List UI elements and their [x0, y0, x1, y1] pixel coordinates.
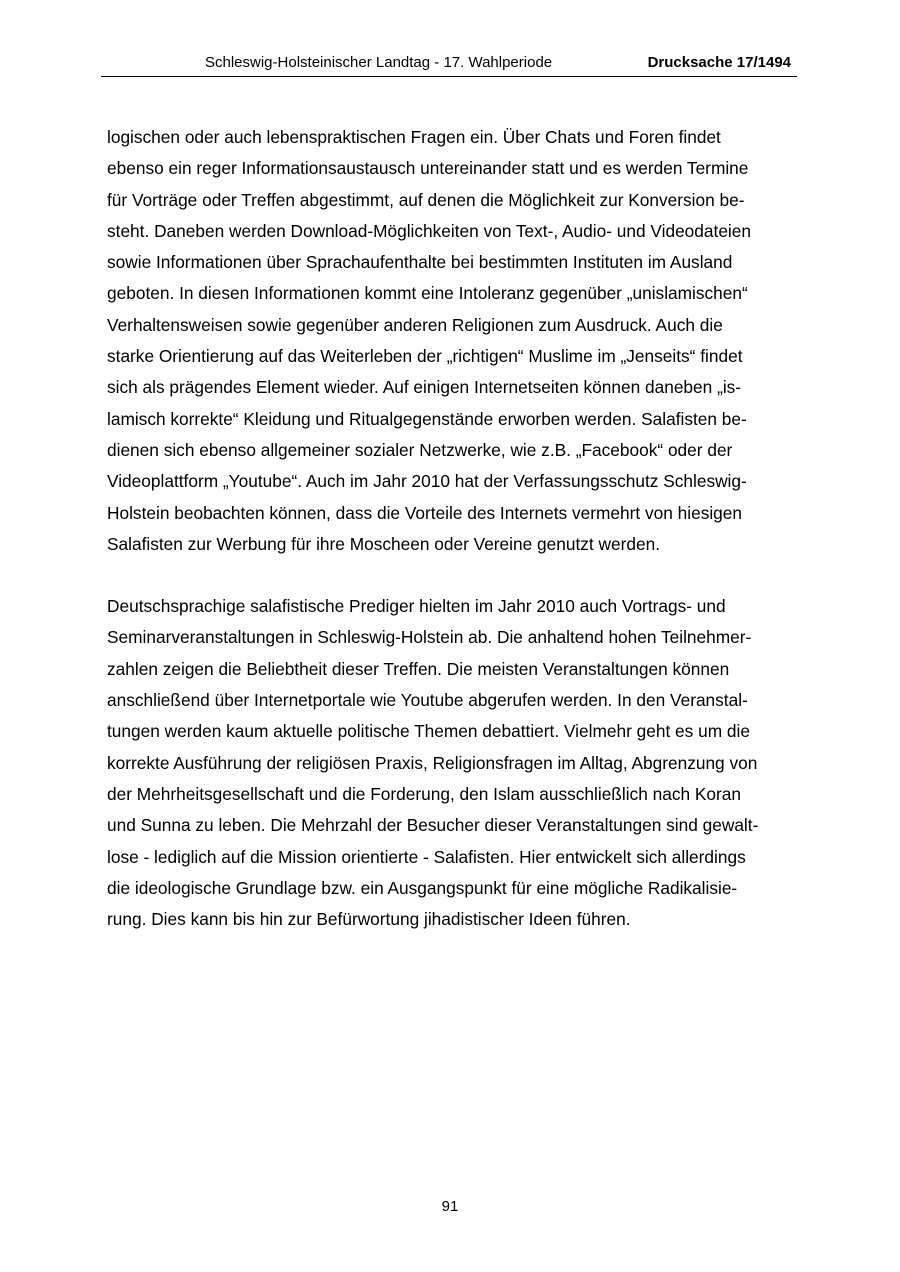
text-line: Seminarveranstaltungen in Schleswig-Holstein ab. Die anhaltend hohen Teilnehmer-: [107, 627, 752, 648]
page-number: 91: [441, 1198, 459, 1215]
text-line: logischen oder auch lebenspraktischen Fragen ein. Über Chats und Foren findet: [107, 127, 721, 147]
text-line: anschließend über Internetportale wie Youtube abgerufen werden. In den Veranstal-: [107, 690, 748, 711]
text-line: Verhaltensweisen sowie gegenüber anderen Religionen zum Ausdruck. Auch die: [107, 314, 723, 335]
text-line: Deutschsprachige salafistische Prediger hielten im Jahr 2010 auch Vortrags- und: [107, 596, 726, 617]
text-line: tungen werden kaum aktuelle politische Themen debattiert. Vielmehr geht es um die: [107, 721, 750, 742]
text-line: Holstein beobachten können, dass die Vorteile des Internets vermehrt von hiesigen: [107, 502, 743, 523]
paragraph: [107, 122, 797, 560]
paragraph: [107, 591, 797, 935]
text-line: und Sunna zu leben. Die Mehrzahl der Besucher dieser Veranstaltungen sind gewalt-: [107, 815, 759, 836]
text-line: Salafisten zur Werbung für ihre Moscheen oder Vereine genutzt werden.: [107, 533, 660, 554]
text-line: starke Orientierung auf das Weiterleben der „richtigen“ Muslime im „Jenseits“ findet: [107, 346, 743, 367]
text-line: steht. Daneben werden Download-Möglichkeiten von Text-, Audio- und Videodateien: [107, 220, 751, 241]
header-title: Schleswig-Holsteinischer Landtag - 17. Wahlperiode: [205, 54, 553, 71]
text-line: dienen sich ebenso allgemeiner sozialer Netzwerke, wie z.B. „Facebook“ oder der: [107, 439, 733, 460]
text-line: korrekte Ausführung der religiösen Praxis, Religionsfragen im Alltag, Abgrenzung von: [107, 752, 758, 773]
text-line: zahlen zeigen die Beliebtheit dieser Treffen. Die meisten Veranstaltungen können: [107, 658, 730, 679]
document-number: Drucksache 17/1494: [647, 54, 791, 71]
text-line: die ideologische Grundlage bzw. ein Ausgangspunkt für eine mögliche Radikalisie-: [107, 877, 738, 898]
text-line: geboten. In diesen Informationen kommt eine Intoleranz gegenüber „unislamischen“: [107, 283, 748, 304]
body-text: [107, 122, 797, 935]
text-line: der Mehrheitsgesellschaft und die Forderung, den Islam ausschließlich nach Koran: [107, 783, 741, 804]
text-line: sowie Informationen über Sprachaufenthalte bei bestimmten Instituten im Ausland: [107, 252, 733, 273]
text-line: ebenso ein reger Informationsaustausch untereinander statt und es werden Termine: [107, 158, 749, 179]
text-line: für Vorträge oder Treffen abgestimmt, auf denen die Möglichkeit zur Konversion be-: [107, 189, 745, 210]
text-line: rung. Dies kann bis hin zur Befürwortung jihadistischer Ideen führen.: [107, 909, 631, 930]
text-line: sich als prägendes Element wieder. Auf einigen Internetseiten können daneben „is-: [107, 377, 742, 398]
page-header: [101, 52, 797, 77]
text-line: lose - lediglich auf die Mission orientierte - Salafisten. Hier entwickelt sich allerdings: [107, 846, 746, 867]
text-line: lamisch korrekte“ Kleidung und Ritualgegenstände erworben werden. Salafisten be-: [107, 408, 747, 429]
text-line: Videoplattform „Youtube“. Auch im Jahr 2010 hat der Verfassungsschutz Schleswig-: [107, 471, 747, 492]
paragraph-spacer: [107, 560, 797, 591]
